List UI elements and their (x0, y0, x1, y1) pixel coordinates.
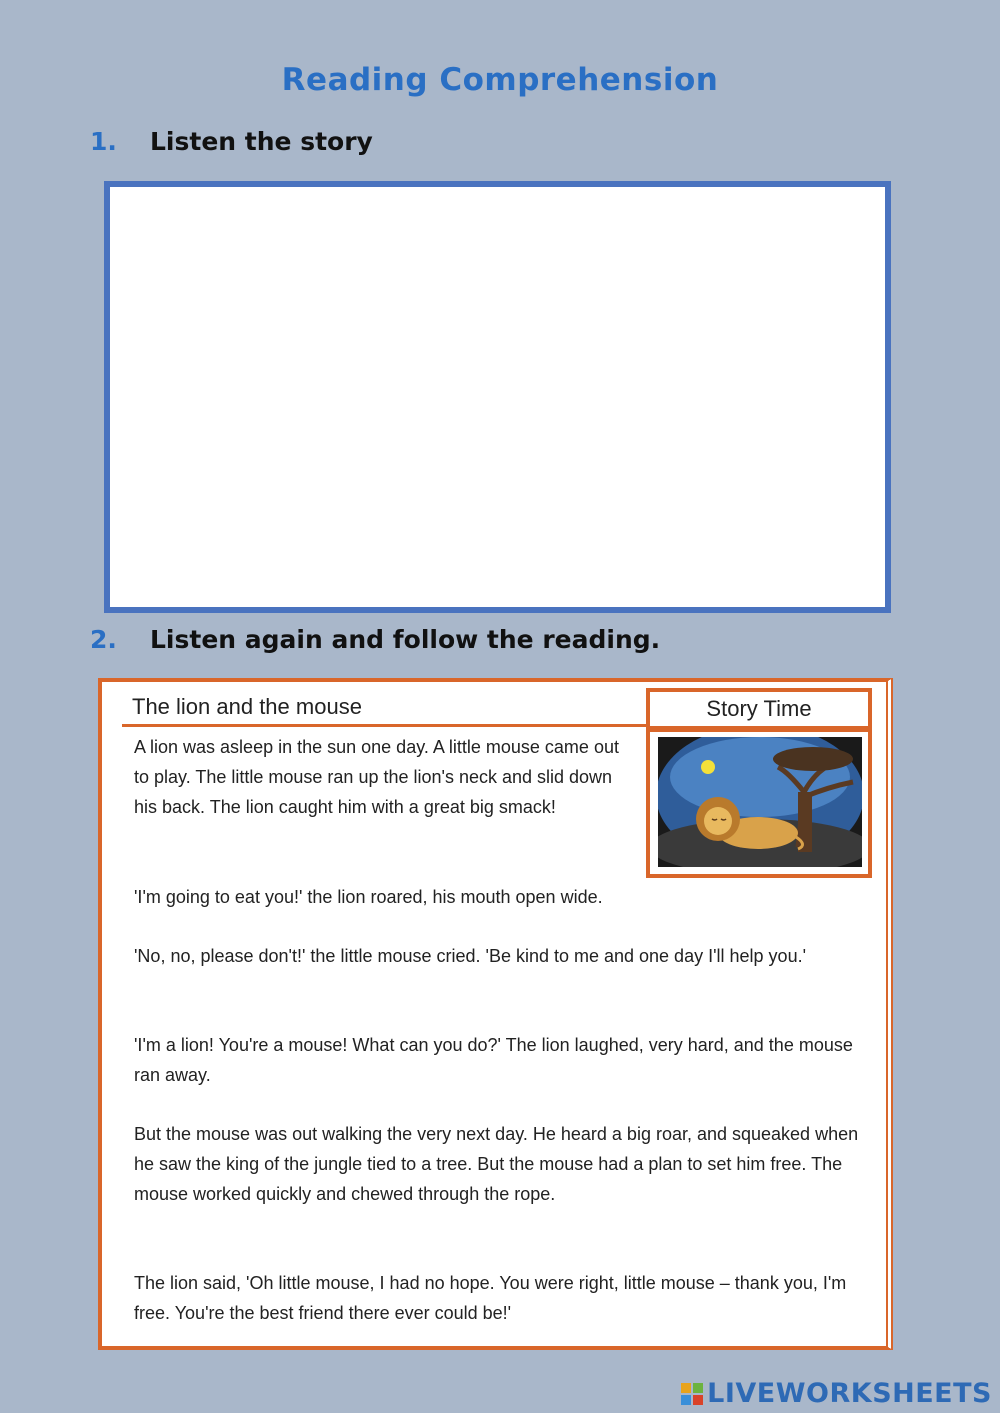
story-tag: Story Time (646, 688, 872, 730)
story-paragraph: 'I'm going to eat you!' the lion roared, his mouth open wide. (134, 887, 603, 907)
step-1-text: Listen the story (150, 127, 373, 156)
audio-player-area[interactable] (104, 181, 891, 613)
step-1-heading (90, 127, 373, 156)
step-2-number: 2. (90, 625, 117, 654)
title-underline (122, 724, 646, 727)
step-2-text: Listen again and follow the reading. (150, 625, 661, 654)
story-paragraph: A lion was asleep in the sun one day. A little mouse came out to play. The little mouse ran up the lion's neck and slid down his back. The lion caught him with a great big smack! (134, 737, 619, 817)
story-paragraph: But the mouse was out walking the very next day. He heard a big roar, and squeaked when he saw the king of the jungle tied to a tree. But the mouse had a plan to set him free. The mouse worked quickly and chewed through the rope. (134, 1124, 859, 1204)
step-2-heading (90, 625, 660, 654)
liveworksheets-logo (681, 1378, 992, 1409)
page-title: Reading Comprehension (281, 62, 719, 98)
logo-icon (681, 1383, 703, 1405)
story-paragraph: 'I'm a lion! You're a mouse! What can you do?' The lion laughed, very hard, and the mouse ran away. (134, 1035, 853, 1085)
story-title: The lion and the mouse (132, 694, 362, 719)
story-illustration-frame (646, 728, 872, 878)
brand-name: LIVEWORKSHEETS (707, 1378, 992, 1409)
step-1-number: 1. (90, 127, 117, 156)
story-paragraph: 'No, no, please don't!' the little mouse cried. 'Be kind to me and one day I'll help you.' (134, 946, 807, 966)
story-paragraph: The lion said, 'Oh little mouse, I had no hope. You were right, little mouse – thank you, I'm free. You're the best friend there ever could be!' (134, 1273, 847, 1323)
story-card (98, 678, 893, 1350)
sleeping-lion-illustration (658, 737, 862, 867)
